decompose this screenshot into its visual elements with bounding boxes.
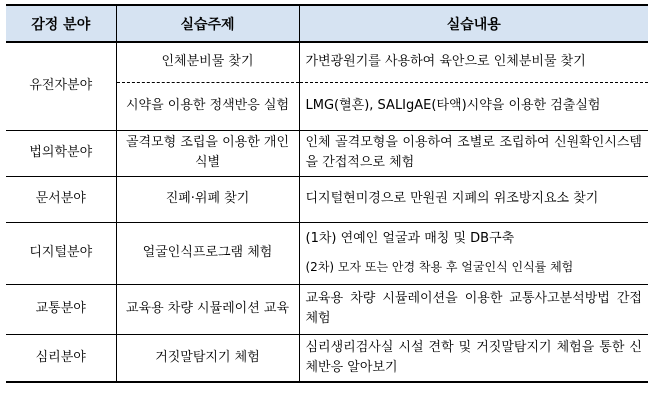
content-cell: 디지털현미경으로 만원권 지폐의 위조방지요소 찾기 [299,176,648,222]
table-row [6,222,648,284]
field-cell: 문서분야 [6,176,116,222]
field-cell: 법의학분야 [6,130,116,176]
field-cell: 유전자분야 [6,42,116,130]
field-cell: 디지털분야 [6,222,116,284]
field-cell: 교통분야 [6,284,116,334]
table-row [6,284,648,334]
table-row [6,42,648,82]
table-row [6,334,648,382]
content-cell: LMG(혈흔), SALIgAE(타액)시약을 이용한 검출실험 [299,82,648,130]
content-cell [299,222,648,284]
field-cell: 심리분야 [6,334,116,382]
topic-cell: 교육용 차량 시뮬레이션 교육 [116,284,299,334]
topic-cell: 시약을 이용한 정색반응 실험 [116,82,299,130]
training-table [6,4,648,383]
topic-cell: 진폐·위폐 찾기 [116,176,299,222]
header-topic: 실습주제 [116,5,299,42]
topic-cell: 얼굴인식프로그램 체험 [116,222,299,284]
content-cell: 심리생리검사실 시설 견학 및 거짓말탐지기 체험을 통한 신체반응 알아보기 [299,334,648,382]
content-line: (2차) 모자 또는 안경 착용 후 얼굴인식 인식률 체험 [305,260,574,274]
topic-cell: 거짓말탐지기 체험 [116,334,299,382]
header-field: 감정 분야 [6,5,116,42]
topic-cell: 인체분비물 찾기 [116,42,299,82]
table-header-row [6,5,648,42]
topic-cell: 골격모형 조립을 이용한 개인식별 [116,130,299,176]
table-row [6,130,648,176]
content-line: (1차) 연예인 얼굴과 매칭 및 DB구축 [305,231,515,246]
content-cell: 인체 골격모형을 이용하여 조별로 조립하여 신원확인시스템을 간접적으로 체험 [299,130,648,176]
content-cell: 교육용 차량 시뮬레이션을 이용한 교통사고분석방법 간접 체험 [299,284,648,334]
header-content: 실습내용 [299,5,648,42]
content-cell: 가변광원기를 사용하여 육안으로 인체분비물 찾기 [299,42,648,82]
table-row [6,176,648,222]
